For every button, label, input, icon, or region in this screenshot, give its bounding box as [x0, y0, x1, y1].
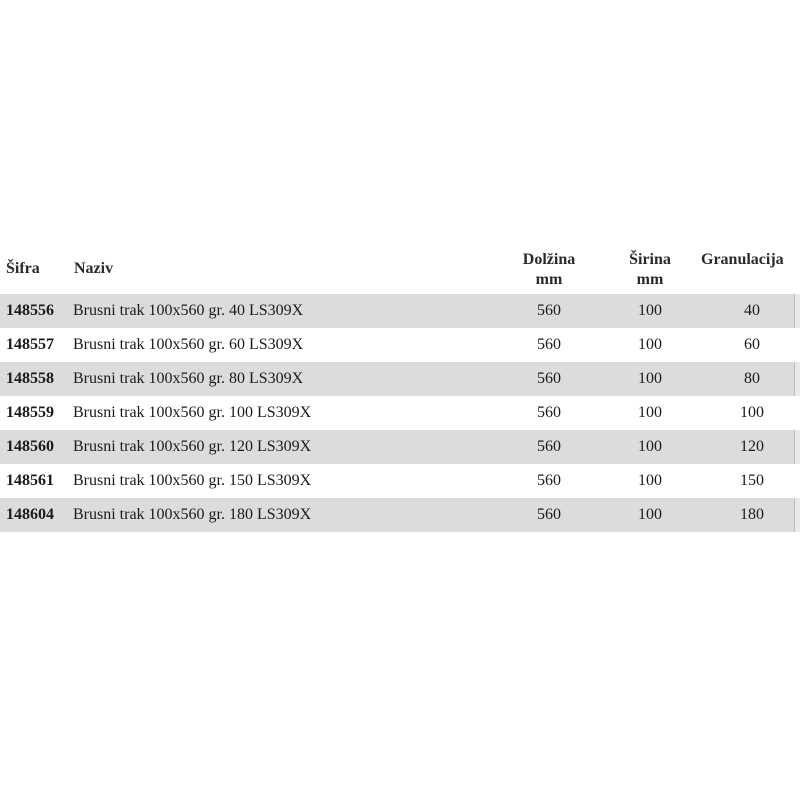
header-sirina-label: Širina	[629, 251, 671, 268]
cell-granulacija: 100	[740, 404, 764, 421]
cell-sifra: 148556	[6, 302, 54, 319]
cell-sifra: 148557	[6, 336, 54, 353]
cell-dolzina: 560	[537, 404, 561, 421]
cell-sirina: 100	[638, 404, 662, 421]
header-dolzina-unit: mm	[535, 271, 563, 288]
cell-naziv: Brusni trak 100x560 gr. 40 LS309X	[73, 302, 304, 319]
header-dolzina	[517, 250, 581, 290]
cell-naziv: Brusni trak 100x560 gr. 120 LS309X	[73, 438, 312, 455]
cell-granulacija: 120	[740, 438, 764, 455]
table-row	[0, 464, 800, 498]
table-row	[0, 294, 800, 328]
cell-granulacija: 80	[744, 370, 760, 387]
header-sirina	[620, 250, 680, 290]
table-row	[0, 396, 800, 430]
cell-sifra: 148559	[6, 404, 54, 421]
row-edge-marker	[794, 498, 800, 532]
table-header	[0, 244, 800, 294]
row-edge-marker	[794, 430, 800, 464]
cell-sifra: 148561	[6, 472, 54, 489]
table-row	[0, 430, 800, 464]
table-row	[0, 498, 800, 532]
header-granulacija: Granulacija	[701, 251, 784, 268]
row-edge-marker	[794, 362, 800, 396]
cell-sirina: 100	[638, 506, 662, 523]
header-dolzina-label: Dolžina	[522, 251, 576, 268]
cell-naziv: Brusni trak 100x560 gr. 60 LS309X	[73, 336, 304, 353]
product-table	[0, 244, 800, 532]
cell-granulacija: 40	[744, 302, 760, 319]
cell-dolzina: 560	[537, 336, 561, 353]
cell-sirina: 100	[638, 438, 662, 455]
cell-naziv: Brusni trak 100x560 gr. 150 LS309X	[73, 472, 312, 489]
table-body	[0, 294, 800, 532]
cell-granulacija: 60	[744, 336, 760, 353]
table-row	[0, 328, 800, 362]
cell-naziv: Brusni trak 100x560 gr. 180 LS309X	[73, 506, 312, 523]
cell-sirina: 100	[638, 336, 662, 353]
cell-dolzina: 560	[537, 302, 561, 319]
cell-sifra: 148558	[6, 370, 54, 387]
header-naziv: Naziv	[74, 260, 114, 277]
cell-sirina: 100	[638, 370, 662, 387]
cell-granulacija: 180	[740, 506, 764, 523]
cell-dolzina: 560	[537, 370, 561, 387]
cell-granulacija: 150	[740, 472, 764, 489]
cell-dolzina: 560	[537, 472, 561, 489]
header-sifra: Šifra	[6, 260, 40, 277]
cell-sirina: 100	[638, 302, 662, 319]
cell-sifra: 148604	[6, 506, 54, 523]
row-edge-marker	[794, 294, 800, 328]
cell-naziv: Brusni trak 100x560 gr. 100 LS309X	[73, 404, 312, 421]
cell-dolzina: 560	[537, 438, 561, 455]
cell-sifra: 148560	[6, 438, 54, 455]
table-row	[0, 362, 800, 396]
header-sirina-unit: mm	[636, 271, 664, 288]
cell-dolzina: 560	[537, 506, 561, 523]
cell-sirina: 100	[638, 472, 662, 489]
cell-naziv: Brusni trak 100x560 gr. 80 LS309X	[73, 370, 304, 387]
